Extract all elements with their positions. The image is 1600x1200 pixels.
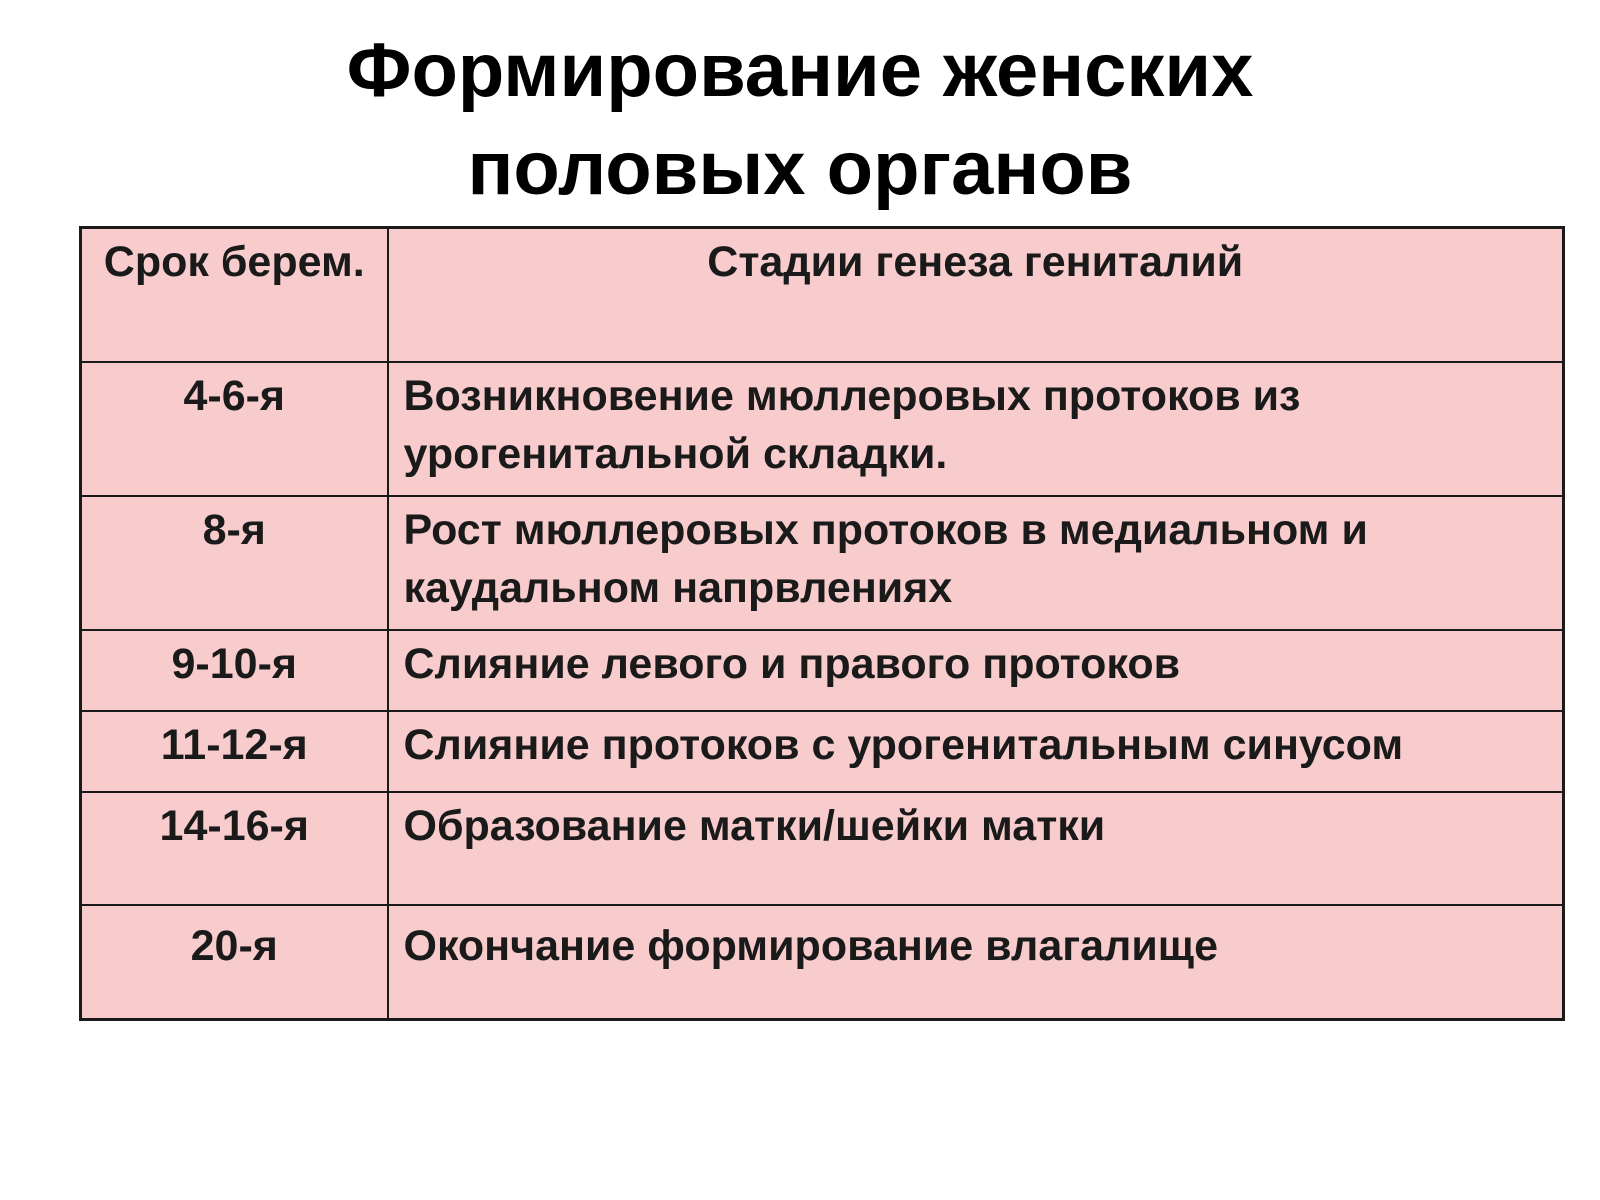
term-cell: 4-6-я [81, 362, 388, 496]
genesis-table-container [79, 226, 1562, 1021]
term-cell: 8-я [81, 496, 388, 630]
table-row [81, 905, 1564, 1020]
stage-cell: Возникновение мюллеровых протоков из урогенитальной складки. [388, 362, 1564, 496]
table-row [81, 711, 1564, 792]
title-line-1: Формирование женских [346, 28, 1254, 113]
table-row [81, 792, 1564, 905]
header-term: Срок берем. [81, 228, 388, 362]
table-row [81, 362, 1564, 496]
stage-cell: Рост мюллеровых протоков в медиальном и каудальном напрвлениях [388, 496, 1564, 630]
header-stages: Стадии генеза гениталий [388, 228, 1564, 362]
stage-cell: Образование матки/шейки матки [388, 792, 1564, 905]
term-cell: 14-16-я [81, 792, 388, 905]
page-title [0, 22, 1600, 218]
term-cell: 11-12-я [81, 711, 388, 792]
stage-cell: Слияние левого и правого протоков [388, 630, 1564, 711]
genesis-table [79, 226, 1565, 1021]
stage-cell: Слияние протоков с урогенитальным синусом [388, 711, 1564, 792]
table-header-row [81, 228, 1564, 362]
term-cell: 9-10-я [81, 630, 388, 711]
table-row [81, 496, 1564, 630]
table-row [81, 630, 1564, 711]
stage-cell: Окончание формирование влагалище [388, 905, 1564, 1020]
term-cell: 20-я [81, 905, 388, 1020]
title-line-2: половых органов [467, 126, 1133, 211]
